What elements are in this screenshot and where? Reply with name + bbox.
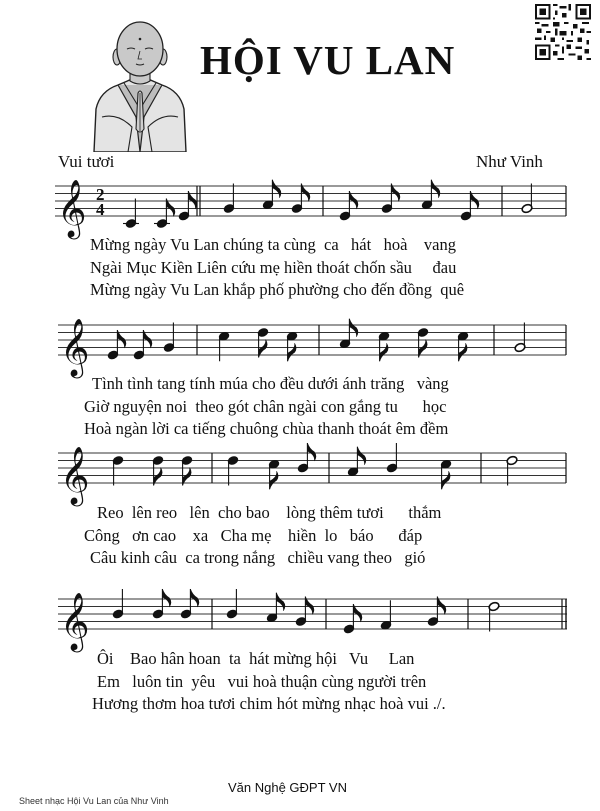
note-G4-quarter <box>223 184 235 214</box>
note-D5-eighth <box>152 455 164 485</box>
note-A4-eighth <box>339 319 358 349</box>
praying-monk-icon <box>88 17 192 152</box>
note-B4-quarter <box>226 589 238 619</box>
time-signature-top: 2 <box>96 185 105 204</box>
note-D5-half <box>488 601 500 631</box>
note-D5-eighth <box>181 455 193 485</box>
composer-name: Như Vinh <box>476 152 543 171</box>
lyric-line: Reo lên reo lên cho bao lòng thêm tươi thắm <box>97 503 442 522</box>
note-A4-eighth <box>262 180 281 210</box>
lyric-line: Tình tình tang tính múa cho đều dưới ánh trăng vàng <box>92 374 449 393</box>
note-B4-eighth <box>297 443 316 473</box>
note-E4-eighth <box>343 604 362 634</box>
note-G4-eighth <box>291 184 310 214</box>
note-A4-eighth <box>347 447 366 477</box>
note-C5-eighth <box>378 331 390 361</box>
note-G4-eighth <box>295 597 314 627</box>
note-E4-eighth <box>107 330 126 360</box>
note-E4-eighth <box>178 191 197 221</box>
time-signature-bottom: 4 <box>96 200 105 219</box>
caption-text: Sheet nhạc Hội Vu Lan của Như Vinh <box>19 796 169 806</box>
note-C4-eighth <box>154 199 175 229</box>
lyric-line: Hoà ngàn lời ca tiếng chuông chùa thanh thoát êm đềm <box>84 419 449 438</box>
note-G4-half <box>521 184 533 214</box>
note-C5-eighth <box>286 331 298 361</box>
note-D5-half <box>506 455 518 485</box>
note-B4-quarter <box>112 589 124 619</box>
note-C4-quarter <box>123 199 139 229</box>
note-B4-quarter <box>386 443 398 473</box>
lyric-line: Giờ nguyện noi theo gót chân ngài con gắng tu học <box>84 396 447 416</box>
lyric-line: Em luôn tin yêu vui hoà thuận cùng người trên <box>97 671 427 691</box>
note-E4-eighth <box>133 330 152 360</box>
note-C5-eighth <box>440 459 452 489</box>
staff-4 <box>0 559 600 659</box>
lyric-line: Mừng ngày Vu Lan khắp phố phường cho đến đồng quê <box>90 280 465 299</box>
treble-clef-icon: 𝄞 <box>60 592 90 650</box>
treble-clef-icon: 𝄞 <box>60 318 90 376</box>
note-C5-eighth <box>268 459 280 489</box>
note-C5-eighth <box>457 331 469 361</box>
song-title: HỘI VU LAN <box>200 37 456 83</box>
lyric-line: Câu kinh câu ca trong nắng chiều vang theo gió <box>90 548 426 567</box>
note-B4-eighth <box>180 589 199 619</box>
note-G4-half <box>514 323 526 353</box>
lyric-line: Ngài Mục Kiền Liên cứu mẹ hiền thoát chốn sầu đau <box>90 257 457 277</box>
note-D5-quarter <box>112 455 124 485</box>
staff-1 <box>0 146 600 246</box>
note-D5-eighth <box>257 327 269 357</box>
publisher-credit: Văn Nghệ GĐPT VN <box>228 780 347 795</box>
note-G4-quarter <box>163 323 175 353</box>
note-E4-eighth <box>339 191 358 221</box>
note-C5-quarter <box>218 331 230 361</box>
lyric-line: Công ơn cao xa Cha mẹ hiền lo báo đáp <box>84 525 423 545</box>
note-A4-eighth <box>266 593 285 623</box>
treble-clef-icon: 𝄞 <box>60 446 90 504</box>
tempo-marking: Vui tươi <box>58 152 115 171</box>
note-E4-eighth <box>460 191 479 221</box>
lyric-line: Hương thơm hoa tươi chim hót mừng nhạc hoà vui ./. <box>92 694 446 713</box>
note-F4-quarter <box>380 600 392 630</box>
note-D5-eighth <box>417 327 429 357</box>
qr-code-icon[interactable] <box>535 4 591 60</box>
note-B4-eighth <box>152 589 171 619</box>
note-A4-eighth <box>421 180 440 210</box>
note-G4-eighth <box>381 184 400 214</box>
lyric-line: Mừng ngày Vu Lan chúng ta cùng ca hát hoà vang <box>90 235 456 254</box>
treble-clef-icon: 𝄞 <box>57 179 87 237</box>
note-D5-quarter <box>227 455 239 485</box>
note-G4-eighth <box>427 597 446 627</box>
lyric-line: Ôi Bao hân hoan ta hát mừng hội Vu Lan <box>97 649 415 668</box>
